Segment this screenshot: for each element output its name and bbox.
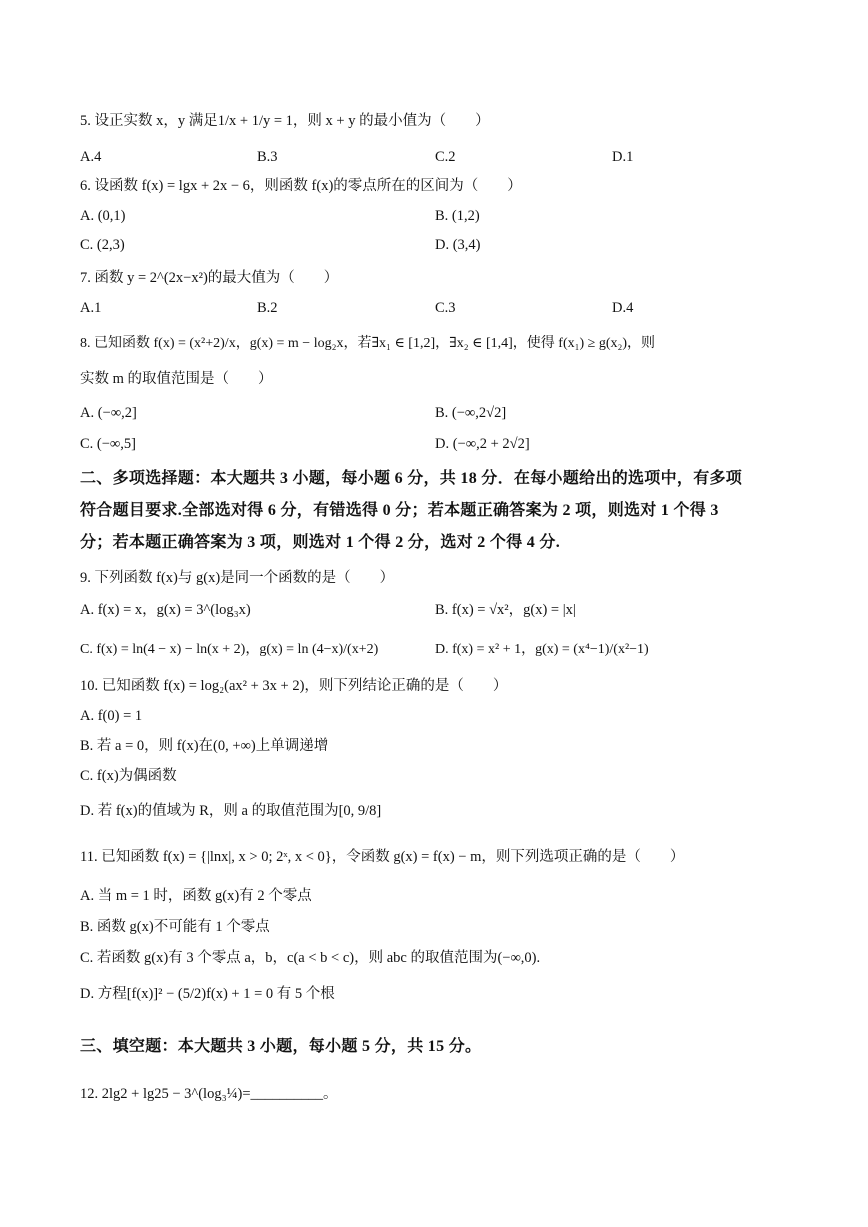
q9-option-c: C. f(x) = ln(4 − x) − ln(x + 2)，g(x) = ln (4−x)/(x+2) — [80, 642, 379, 657]
q9-option-d: D. f(x) = x² + 1，g(x) = (x⁴−1)/(x²−1) — [435, 642, 649, 657]
q10-option-a: A. f(0) = 1 — [80, 708, 143, 724]
section-3-heading: 三、填空题：本大题共 3 小题，每小题 5 分，共 15 分。 — [80, 1038, 482, 1055]
q11-option-c: C. 若函数 g(x)有 3 个零点 a，b，c(a < b < c)，则 abc 的取值范围为(−∞,0). — [80, 950, 541, 966]
q9-option-b: B. f(x) = √x²，g(x) = |x| — [435, 602, 576, 618]
q8-option-c: C. (−∞,5] — [80, 436, 136, 452]
q6-option-a: A. (0,1) — [80, 208, 126, 224]
question-9-stem: 9. 下列函数 f(x)与 g(x)是同一个函数的是（ ） — [80, 570, 395, 586]
q8-option-a: A. (−∞,2] — [80, 405, 137, 421]
q5-option-c: C.2 — [435, 149, 456, 165]
q11-option-a: A. 当 m = 1 时，函数 g(x)有 2 个零点 — [80, 888, 312, 904]
q10-option-b: B. 若 a = 0，则 f(x)在(0, +∞)上单调递增 — [80, 738, 329, 754]
q11-option-d: D. 方程[f(x)]² − (5/2)f(x) + 1 = 0 有 5 个根 — [80, 986, 335, 1002]
q7-option-c: C.3 — [435, 300, 456, 316]
question-7-stem: 7. 函数 y = 2^(2x−x²)的最大值为（ ） — [80, 270, 339, 286]
q8-option-b: B. (−∞,2√2] — [435, 405, 507, 421]
q6-option-d: D. (3,4) — [435, 237, 481, 253]
section-2-heading-line2: 符合题目要求.全部选对得 6 分，有错选得 0 分；若本题正确答案为 2 项，则选对 1 个得 3 — [80, 502, 719, 519]
q7-option-a: A.1 — [80, 300, 102, 316]
question-8-stem-line2: 实数 m 的取值范围是（ ） — [80, 371, 273, 387]
section-2-heading-line3: 分；若本题正确答案为 3 项，则选对 1 个得 2 分，选对 2 个得 4 分. — [80, 534, 561, 551]
q8-option-d: D. (−∞,2 + 2√2] — [435, 436, 530, 452]
q6-option-c: C. (2,3) — [80, 237, 125, 253]
q5-option-a: A.4 — [80, 149, 102, 165]
q6-option-b: B. (1,2) — [435, 208, 480, 224]
section-2-heading-line1: 二、多项选择题：本大题共 3 小题，每小题 6 分，共 18 分．在每小题给出的选项中，有多项 — [80, 470, 743, 487]
q7-option-b: B.2 — [257, 300, 278, 316]
q7-option-d: D.4 — [612, 300, 634, 316]
question-6-stem: 6. 设函数 f(x) = lgx + 2x − 6，则函数 f(x)的零点所在的区间为（ ） — [80, 178, 522, 194]
q9-option-a: A. f(x) = x，g(x) = 3^(log₃x) — [80, 602, 251, 618]
q10-option-d: D. 若 f(x)的值域为 R，则 a 的取值范围为[0, 9/8] — [80, 803, 382, 819]
question-5-stem: 5. 设正实数 x，y 满足1/x + 1/y = 1，则 x + y 的最小值为（ ） — [80, 113, 490, 129]
question-10-stem: 10. 已知函数 f(x) = log₂(ax² + 3x + 2)，则下列结论正确的是（ ） — [80, 678, 508, 694]
question-8-stem-line1: 8. 已知函数 f(x) = (x²+2)/x，g(x) = m − log₂x，若∃x₁ ∈ [1,2]，∃x₂ ∈ [1,4]，使得 f(x₁) ≥ g(x₂)，则 — [80, 336, 656, 351]
q5-option-d: D.1 — [612, 149, 634, 165]
q5-option-b: B.3 — [257, 149, 278, 165]
question-11-stem: 11. 已知函数 f(x) = {|lnx|, x > 0; 2ˣ, x < 0}，令函数 g(x) = f(x) − m，则下列选项正确的是（ ） — [80, 849, 685, 865]
question-12-stem: 12. 2lg2 + lg25 − 3^(log₃¼)=__________。 — [80, 1086, 338, 1102]
q10-option-c: C. f(x)为偶函数 — [80, 768, 177, 784]
q11-option-b: B. 函数 g(x)不可能有 1 个零点 — [80, 919, 270, 935]
